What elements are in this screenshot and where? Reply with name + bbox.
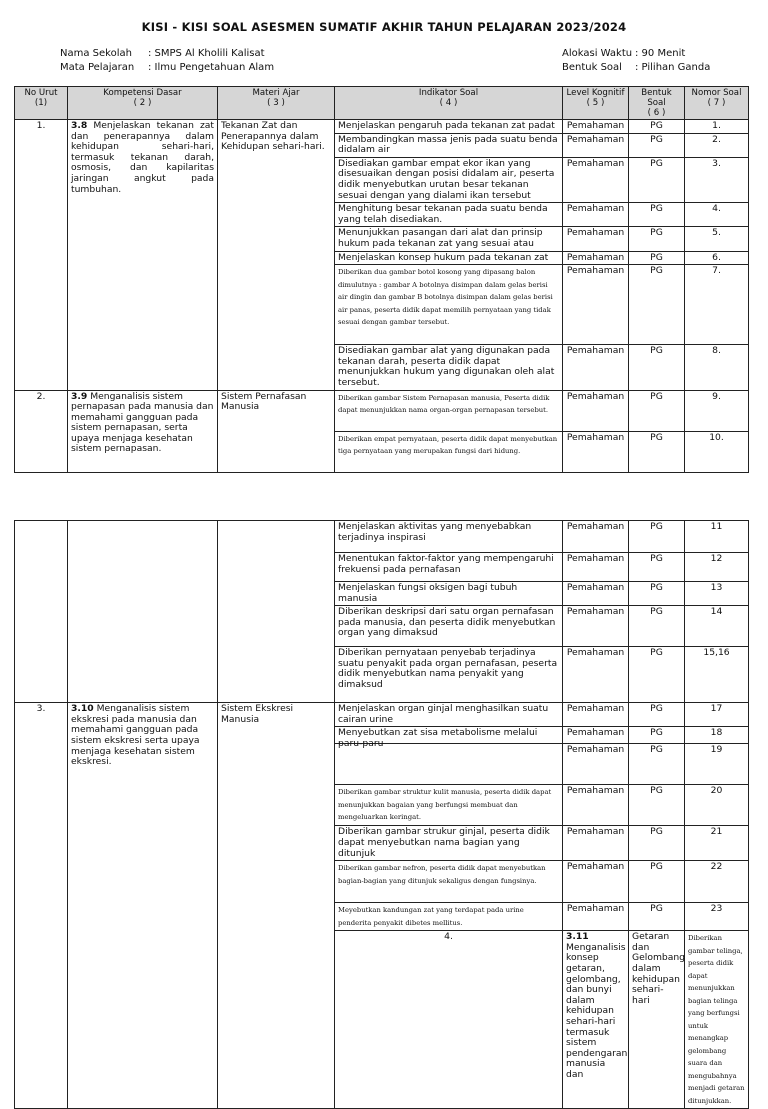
number-cell: 5. bbox=[685, 227, 749, 251]
indikator-cell: Disediakan gambar empat ekor ikan yang disesuaikan dengan posisi didalam air, peserta didik menyebutkan urutan besar tekanan sesuai dengan yang dialami ikan tersebut bbox=[335, 157, 563, 202]
level-cell: Pemahaman bbox=[563, 431, 629, 472]
materi-cell: Tekanan Zat dan Penerapannya dalam Kehidupan sehari-hari. bbox=[218, 120, 335, 391]
form-cell: PG bbox=[629, 606, 685, 647]
number-cell: 20 bbox=[685, 785, 749, 826]
table-row bbox=[15, 521, 749, 553]
table-row bbox=[15, 390, 749, 431]
subject-value: : Ilmu Pengetahuan Alam bbox=[148, 62, 275, 73]
materi-cell: Sistem Pernafasan Manusia bbox=[218, 390, 335, 472]
indikator-cell: Menjelaskan fungsi oksigen bagi tubuh manusia bbox=[335, 582, 563, 606]
table-row bbox=[15, 120, 749, 134]
number-cell: 9. bbox=[685, 390, 749, 431]
indikator-cell: Meyebutkan kandungan zat yang terdapat pada urine penderita penyakit dibetes mellitus. bbox=[335, 903, 563, 931]
number-cell: 22 bbox=[685, 861, 749, 903]
level-cell: Pemahaman bbox=[563, 606, 629, 647]
level-cell: Pemahaman bbox=[563, 521, 629, 553]
level-cell: Pemahaman bbox=[563, 265, 629, 345]
form-cell: PG bbox=[629, 265, 685, 345]
form-cell: PG bbox=[629, 133, 685, 157]
time-label: Alokasi Waktu bbox=[562, 48, 633, 59]
indikator-cell: Diberikan gambar strukur ginjal, peserta didik dapat menyebutkan nama bagian yang ditunjuk bbox=[335, 826, 563, 861]
form-cell: PG bbox=[629, 345, 685, 390]
kd-cell: 3.9 Menganalisis sistem pernapasan pada manusia dan memahami gangguan pada sistem pernapasan, serta upaya menjaga kesehatan sistem pernapasan. bbox=[68, 390, 218, 472]
number-cell: 23 bbox=[685, 903, 749, 931]
form-cell: PG bbox=[629, 227, 685, 251]
col-header-kd: Kompetensi Dasar ( 2 ) bbox=[68, 87, 218, 120]
indikator-cell: Menjelaskan konsep hukum pada tekanan zat bbox=[335, 251, 563, 265]
number-cell: 8. bbox=[685, 345, 749, 390]
row-number bbox=[15, 521, 68, 703]
level-cell: Pemahaman bbox=[563, 744, 629, 785]
indikator-cell: Diberikan pernyataan penyebab terjadinya suatu penyakit pada organ pernafasan, peserta didik menyebutkan nama penyakit yang dimaksud bbox=[335, 647, 563, 703]
indikator-cell: Menyebutkan zat sisa metabolisme melalui paru-paru bbox=[335, 727, 563, 744]
indikator-cell: Disediakan gambar alat yang digunakan pada tekanan darah, peserta didik dapat menunjukkan hukum yang digunakan oleh alat tersebut. bbox=[335, 345, 563, 390]
number-cell: 13 bbox=[685, 582, 749, 606]
level-cell: Pemahaman bbox=[563, 553, 629, 582]
row-number: 1. bbox=[15, 120, 68, 391]
indikator-cell: Diberikan gambar Sistem Pernapasan manusia, Peserta didik dapat menunjukkan nama organ-organ pernapasan tersebut. bbox=[335, 390, 563, 431]
form-cell: PG bbox=[629, 553, 685, 582]
level-cell: Pemahaman bbox=[563, 647, 629, 703]
number-cell: 14 bbox=[685, 606, 749, 647]
row-number: 4. bbox=[335, 931, 563, 1109]
number-cell: 4. bbox=[685, 203, 749, 227]
number-cell: 2. bbox=[685, 133, 749, 157]
indikator-cell: Menjelaskan aktivitas yang menyebabkan terjadinya inspirasi bbox=[335, 521, 563, 553]
indikator-cell: Menunjukkan pasangan dari alat dan prinsip hukum pada tekanan zat yang sesuai atau bbox=[335, 227, 563, 251]
form-value: : Pilihan Ganda bbox=[635, 62, 711, 73]
level-cell: Pemahaman bbox=[563, 785, 629, 826]
indikator-cell: Menjelaskan organ ginjal menghasilkan suatu cairan urine bbox=[335, 703, 563, 727]
subject-label: Mata Pelajaran bbox=[60, 62, 135, 73]
kisi-table-page-1 bbox=[14, 86, 749, 473]
form-cell: PG bbox=[629, 647, 685, 703]
form-cell: PG bbox=[629, 727, 685, 744]
kd-cell bbox=[68, 521, 218, 703]
form-cell: PG bbox=[629, 521, 685, 553]
kd-cell: 3.8 Menjelaskan tekanan zat dan penerapannya dalam kehidupan sehari-hari, termasuk tekanan darah, osmosis, dan kapilaritas jaringan angkut pada tumbuhan. bbox=[68, 120, 218, 391]
form-cell: PG bbox=[629, 861, 685, 903]
meta-left bbox=[60, 47, 274, 75]
level-cell: Pemahaman bbox=[563, 133, 629, 157]
indikator-cell: Diberikan dua gambar botol kosong yang dipasang balon dimulutnya : gambar A botolnya disimpan dalam gelas berisi air dingin dan gambar B botolnya disimpan dalam gelas berisi air panas, peserta didik dapat memilih pernyataan yang tidak sesuai dengan gambar tersebut. bbox=[335, 265, 563, 345]
col-header-indikator: Indikator Soal ( 4 ) bbox=[335, 87, 563, 120]
level-cell: Pemahaman bbox=[563, 703, 629, 727]
level-cell: Pemahaman bbox=[563, 903, 629, 931]
number-cell: 21 bbox=[685, 826, 749, 861]
number-cell: 7. bbox=[685, 265, 749, 345]
number-cell: 19 bbox=[685, 744, 749, 785]
form-cell: PG bbox=[629, 157, 685, 202]
indikator-cell: Diberikan gambar telinga, peserta didik dapat menunjukkan bagian telinga yang berfungsi untuk menangkap gelombang suara dan mengubahnya menjadi getaran ditunjukkan. bbox=[685, 931, 749, 1109]
row-number: 2. bbox=[15, 390, 68, 472]
indikator-cell: Diberikan gambar struktur kulit manusia, peserta didik dapat menunjukkan bagaian yang berfungsi membuat dan mengeluarkan keringat. bbox=[335, 785, 563, 826]
number-cell: 12 bbox=[685, 553, 749, 582]
form-cell: PG bbox=[629, 582, 685, 606]
number-cell: 18 bbox=[685, 727, 749, 744]
number-cell: 15,16 bbox=[685, 647, 749, 703]
kd-cell: 3.11 Menganalisis konsep getaran, gelombang, dan bunyi dalam kehidupan sehari-hari termasuk sistem pendengaran manusia dan bbox=[563, 931, 629, 1109]
indikator-cell: Diberikan deskripsi dari satu organ pernafasan pada manusia, dan peserta didik menyebutkan organ yang dimaksud bbox=[335, 606, 563, 647]
level-cell: Pemahaman bbox=[563, 345, 629, 390]
form-cell: PG bbox=[629, 903, 685, 931]
col-header-nomor: Nomor Soal ( 7 ) bbox=[685, 87, 749, 120]
number-cell: 17 bbox=[685, 703, 749, 727]
meta-right bbox=[562, 47, 710, 75]
indikator-cell: Menentukan faktor-faktor yang mempengaruhi frekuensi pada pernafasan bbox=[335, 553, 563, 582]
number-cell: 6. bbox=[685, 251, 749, 265]
indikator-cell bbox=[335, 744, 563, 785]
school-value: : SMPS Al Kholili Kalisat bbox=[148, 48, 265, 59]
level-cell: Pemahaman bbox=[563, 390, 629, 431]
form-cell: PG bbox=[629, 431, 685, 472]
form-cell: PG bbox=[629, 251, 685, 265]
school-label: Nama Sekolah bbox=[60, 48, 132, 59]
number-cell: 10. bbox=[685, 431, 749, 472]
indikator-cell: Diberikan empat pernyataan, peserta didik dapat menyebutkan tiga pernyataan yang merupakan fungsi dari hidung. bbox=[335, 431, 563, 472]
number-cell: 11 bbox=[685, 521, 749, 553]
materi-cell bbox=[218, 521, 335, 703]
form-cell: PG bbox=[629, 703, 685, 727]
form-cell: PG bbox=[629, 390, 685, 431]
col-header-bentuk: Bentuk Soal ( 6 ) bbox=[629, 87, 685, 120]
col-header-materi: Materi Ajar ( 3 ) bbox=[218, 87, 335, 120]
level-cell: Pemahaman bbox=[563, 157, 629, 202]
level-cell: Pemahaman bbox=[563, 861, 629, 903]
level-cell: Pemahaman bbox=[563, 727, 629, 744]
form-cell: PG bbox=[629, 203, 685, 227]
level-cell: Pemahaman bbox=[563, 203, 629, 227]
level-cell: Pemahaman bbox=[563, 582, 629, 606]
form-label: Bentuk Soal bbox=[562, 62, 622, 73]
level-cell: Pemahaman bbox=[563, 251, 629, 265]
level-cell: Pemahaman bbox=[563, 227, 629, 251]
form-cell: PG bbox=[629, 785, 685, 826]
table-header-row bbox=[15, 87, 749, 120]
materi-cell: Sistem Ekskresi Manusia bbox=[218, 703, 335, 1109]
form-cell: PG bbox=[629, 826, 685, 861]
form-cell: PG bbox=[629, 120, 685, 134]
col-header-no: No Urut (1) bbox=[15, 87, 68, 120]
form-cell: PG bbox=[629, 744, 685, 785]
row-number: 3. bbox=[15, 703, 68, 1109]
materi-cell: Getaran dan Gelombang dalam kehidupan sehari-hari bbox=[629, 931, 685, 1109]
number-cell: 3. bbox=[685, 157, 749, 202]
kisi-table-page-2 bbox=[14, 520, 749, 1109]
kd-cell: 3.10 Menganalisis sistem ekskresi pada manusia dan memahami gangguan pada sistem ekskresi serta upaya menjaga kesehatan sistem ekskresi. bbox=[68, 703, 218, 1109]
time-value: : 90 Menit bbox=[635, 48, 686, 59]
level-cell: Pemahaman bbox=[563, 120, 629, 134]
document-title: KISI - KISI SOAL ASESMEN SUMATIF AKHIR TAHUN PELAJARAN 2023/2024 bbox=[141, 20, 627, 34]
indikator-cell: Menghitung besar tekanan pada suatu benda yang telah disediakan. bbox=[335, 203, 563, 227]
indikator-cell: Membandingkan massa jenis pada suatu benda didalam air bbox=[335, 133, 563, 157]
table-row bbox=[15, 703, 749, 727]
level-cell: Pemahaman bbox=[563, 826, 629, 861]
col-header-level: Level Kognitif ( 5 ) bbox=[563, 87, 629, 120]
number-cell: 1. bbox=[685, 120, 749, 134]
indikator-cell: Diberikan gambar nefron, peserta didik dapat menyebutkan bagian-bagian yang ditunjuk sekaligus dengan fungsinya. bbox=[335, 861, 563, 903]
indikator-cell: Menjelaskan pengaruh pada tekanan zat padat bbox=[335, 120, 563, 134]
